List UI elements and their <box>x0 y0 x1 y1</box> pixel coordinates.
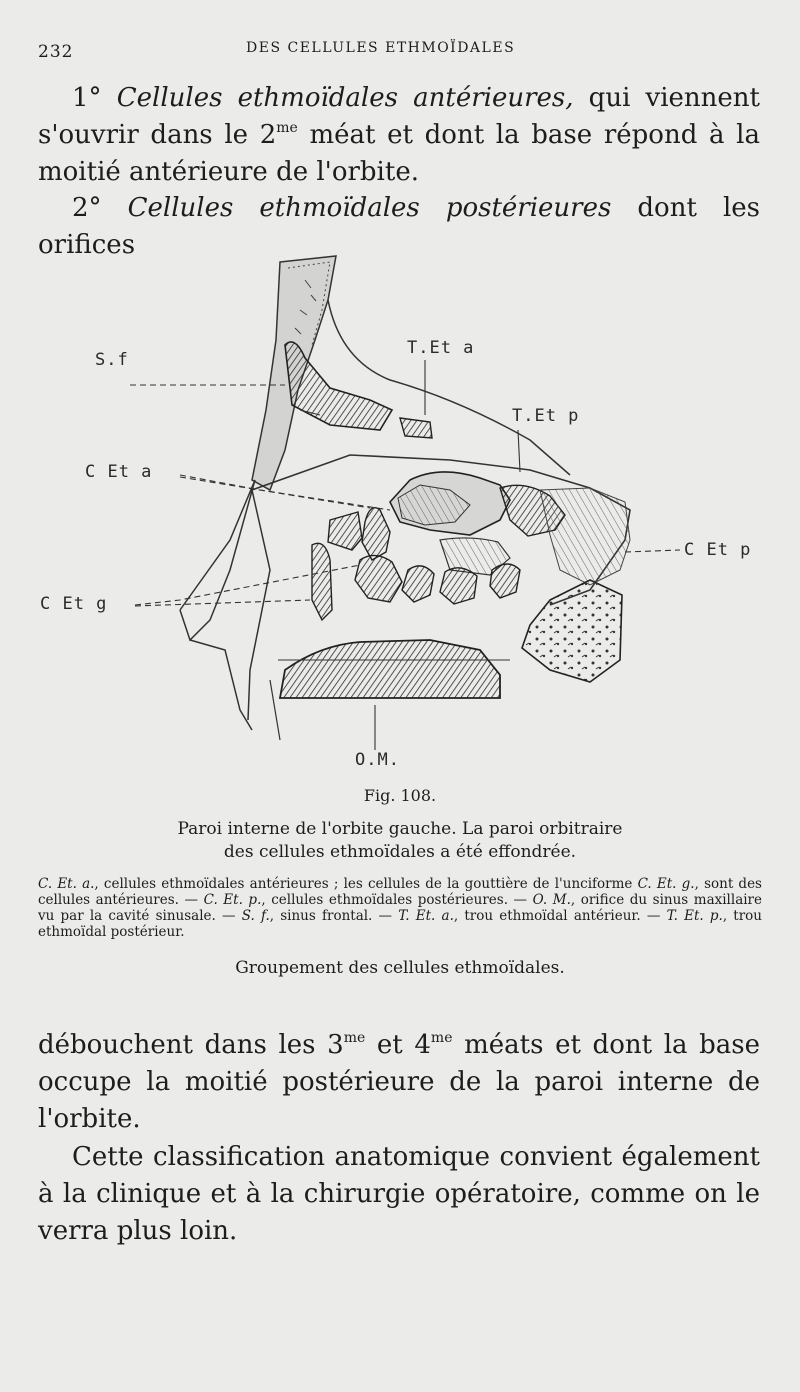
legend-abbr: T. Et. a. <box>398 908 454 924</box>
paragraph-text: dont les orifices <box>38 193 760 260</box>
figure-legend <box>38 876 762 940</box>
legend-abbr: O. M. <box>532 892 571 908</box>
orbit-wall <box>180 480 255 640</box>
legend-text: , cellules ethmoïdales antérieures ; les cellules de la gouttière de l'unciforme <box>94 876 638 892</box>
label-cellules-ethmoidales-posterieures: C Et p <box>684 540 752 560</box>
paragraph-continuation <box>38 1027 760 1138</box>
superscript: me <box>430 1030 453 1046</box>
anatomical-figure <box>30 240 790 785</box>
superscript: me <box>343 1030 366 1046</box>
label-cellules-ethmoidales-anterieures: C Et a <box>85 462 153 482</box>
legend-text: , sinus frontal. — <box>269 908 399 924</box>
paragraph-text: débouchent dans les 3 <box>38 1030 344 1060</box>
italic-term: Cellules ethmoïdales postérieures <box>127 193 612 223</box>
caption-line: Paroi interne de l'orbite gauche. La paroi orbitraire <box>177 819 623 839</box>
label-trou-ethmoidal-posterieur: T.Et p <box>512 406 580 426</box>
legend-text: , trou ethmoïdal postérieur. <box>38 908 763 940</box>
italic-term: Cellules ethmoïdales antérieures, <box>116 83 574 113</box>
label-sinus-frontal: S.f <box>95 350 129 370</box>
figure-drawing <box>30 240 790 785</box>
legend-text: , trou ethmoïdal antérieur. — <box>453 908 667 924</box>
paragraph-anterior-cells <box>38 80 760 191</box>
page-number: 232 <box>38 42 74 62</box>
paragraph-text: qui viennent s'ouvrir dans le 2 <box>38 83 760 150</box>
legend-abbr: C. Et. g. <box>637 876 695 892</box>
legend-abbr: C. Et. a. <box>38 876 95 892</box>
legend-abbr: S. f. <box>241 908 270 924</box>
legend-abbr: C. Et. p. <box>203 892 262 908</box>
page-header <box>38 36 758 66</box>
list-number: 1° <box>72 83 102 113</box>
running-title: DES CELLULES ETHMOÏDALES <box>246 40 516 56</box>
legend-abbr: T. Et. p. <box>666 908 723 924</box>
legend-text: , sont des cellules antérieures. — <box>38 876 762 908</box>
paragraph-text: méats et dont la base occupe la moitié postérieure de la paroi interne de l'orbite. <box>38 1030 761 1134</box>
paragraph-classification: Cette classification anatomique convient également à la clinique et à la chirurgie opératoire, comme on le verra plus loin. <box>38 1142 760 1246</box>
paragraph-text: méat et dont la base répond à la moitié antérieure de l'orbite. <box>38 120 760 187</box>
label-trou-ethmoidal-anterieur: T.Et a <box>407 338 475 358</box>
figure-number: Fig. 108. <box>363 786 437 805</box>
superscript: me <box>276 120 298 136</box>
figure-group-title: Groupement des cellules ethmoïdales. <box>235 958 565 978</box>
frontal-sinus <box>285 342 392 430</box>
legend-text: , cellules ethmoïdales postérieures. — <box>261 892 533 908</box>
label-orifice-maxillaire: O.M. <box>355 750 400 770</box>
legend-text: , orifice du sinus maxillaire vu par la cavité sinusale. — <box>38 892 763 924</box>
label-cellules-gouttiere: C Et g <box>40 594 108 614</box>
paragraph-text: et 4 <box>365 1030 431 1060</box>
caption-line: des cellules ethmoïdales a été effondrée. <box>223 842 577 862</box>
list-number: 2° <box>72 193 102 223</box>
maxillary-sinus <box>280 640 500 698</box>
figure-caption <box>100 818 700 864</box>
